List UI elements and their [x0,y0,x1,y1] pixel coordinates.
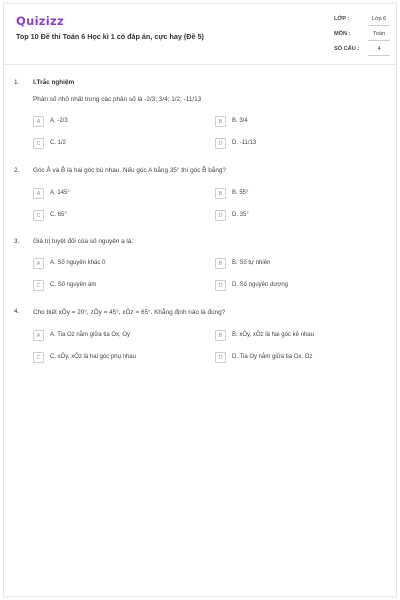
question-count-label: SỐ CÂU : [334,46,360,52]
question-number: 3. [14,238,20,245]
option-text: C. Số nguyên âm [50,282,97,288]
worksheet-page [3,3,397,597]
question-count-value: 4 [377,46,381,52]
subject-value: Toán [372,31,386,37]
option-text: D. Tia Oy nằm giữa tia Ox, Oz [232,354,313,360]
question-count-underline [368,55,390,56]
option-text: D. 35° [232,212,249,218]
option-text: C. xÔy, xÔz là hai góc phụ nhau [50,354,136,360]
question-number: 2. [14,167,20,174]
option-letter: A [33,116,44,127]
option-text: A. Số nguyên khác 0 [50,260,106,266]
option-letter: D [215,210,226,221]
option-text: D. -11/13 [232,140,257,146]
question-text: Phân số nhỏ nhất trong các phân số là -2/3; 3/4; 1/2; -11/13 [33,96,202,103]
question-number: 4. [14,308,20,315]
option-text: A. 145° [50,190,70,196]
option-letter: C [33,210,44,221]
question-text: Cho biết xÔy = 20°, zÔy = 45°, xÔz = 65°. Khẳng định nào là đúng? [33,309,226,316]
option-letter: B [215,188,226,199]
option-letter: B [215,258,226,269]
section-heading: I.Trắc nghiệm [33,79,75,86]
option-letter: A [33,188,44,199]
option-text: A. Tia Oz nằm giữa tia Ox, Oy [50,332,131,338]
option-letter: D [215,138,226,149]
option-text: D. Số nguyên dương [232,282,288,288]
quizizz-logo: Quizizz [16,14,65,28]
subject-label: MÔN : [334,31,351,37]
option-letter: A [33,258,44,269]
grade-underline [368,25,390,26]
option-text: C. 65° [50,212,67,218]
option-letter: C [33,138,44,149]
grade-value: Lớp 6 [371,16,387,22]
option-letter: B [215,330,226,341]
question-text: Góc Â và B̂ là hai góc bù nhau. Nếu góc A bằng 35° thì góc B̂ bằng? [33,167,226,174]
option-text: B. Số tự nhiên [232,260,271,266]
option-letter: D [215,280,226,291]
question-text: Giá trị tuyệt đối của số nguyên a là: [33,238,134,245]
option-text: B. xÔy, xÔz là hai góc kề nhau [232,332,314,338]
option-text: A. -2/3 [50,118,68,124]
document-title: Top 10 Đề thi Toán 6 Học kì 1 có đáp án, cực hay (Đề 5) [16,32,204,41]
option-letter: B [215,116,226,127]
option-text: B. 3/4 [232,118,248,124]
option-letter: C [33,352,44,363]
option-letter: A [33,330,44,341]
option-letter: D [215,352,226,363]
header-divider [3,64,397,65]
option-text: B. 55° [232,190,249,196]
question-number: 1. [14,79,20,86]
grade-label: LỚP : [334,16,350,22]
option-letter: C [33,280,44,291]
worksheet-meta [334,16,390,60]
option-text: C. 1/2 [50,140,67,146]
subject-underline [368,40,390,41]
